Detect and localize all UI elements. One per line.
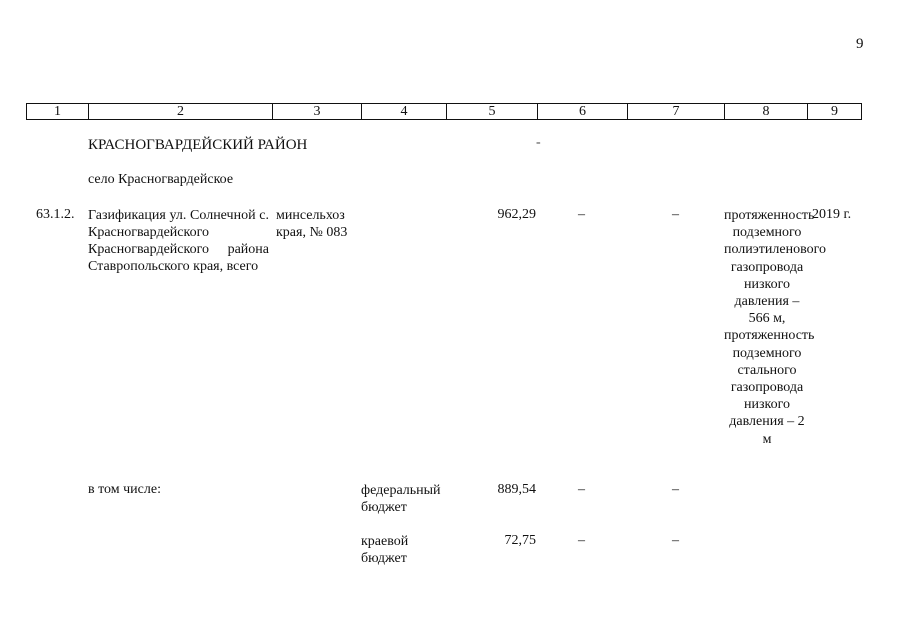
column-header-5: 5 [447,104,538,120]
funding-source-federal: федеральный бюджет [361,483,441,515]
amount-regional: 72,75 [504,533,536,548]
page-number: 9 [856,36,864,52]
total-amount: 962,29 [497,207,536,222]
column-header-1: 1 [27,104,89,120]
column-header-8: 8 [725,104,808,120]
column-header-9: 9 [808,104,862,120]
amount-federal: 889,54 [497,482,536,497]
federal-column-7-dash: – [672,482,679,497]
column-header-6: 6 [538,104,628,120]
expected-result: протяженность подземного полиэтиленового газопровода низкого давления – 566 м, протяженность подземного стального газопровода низкого давления – 2 м [724,208,827,447]
column-header-2: 2 [89,104,273,120]
village-heading: село Красногвардейское [88,172,234,187]
column-header-3: 3 [273,104,362,120]
column-number-header [26,103,862,120]
regional-column-7-dash: – [672,533,679,548]
column-6-dash: – [578,207,585,222]
project-description: Газификация ул. Солнечной с. Красногвардейского Красногвардейского района Ставропольского края, всего [88,208,269,274]
customer: минсельхоз края, № 083 [276,208,348,240]
completion-year: 2019 г. [812,207,852,222]
funding-source-regional: краевой бюджет [361,534,409,566]
column-header-7: 7 [628,104,725,120]
regional-column-6-dash: – [578,533,585,548]
breakdown-label: в том числе: [88,482,161,497]
district-heading: КРАСНОГВАРДЕЙСКИЙ РАЙОН [88,137,308,153]
column-7-dash: – [672,207,679,222]
stray-mark: - [536,135,541,150]
row-number: 63.1.2. [36,207,75,222]
column-header-4: 4 [362,104,447,120]
federal-column-6-dash: – [578,482,585,497]
